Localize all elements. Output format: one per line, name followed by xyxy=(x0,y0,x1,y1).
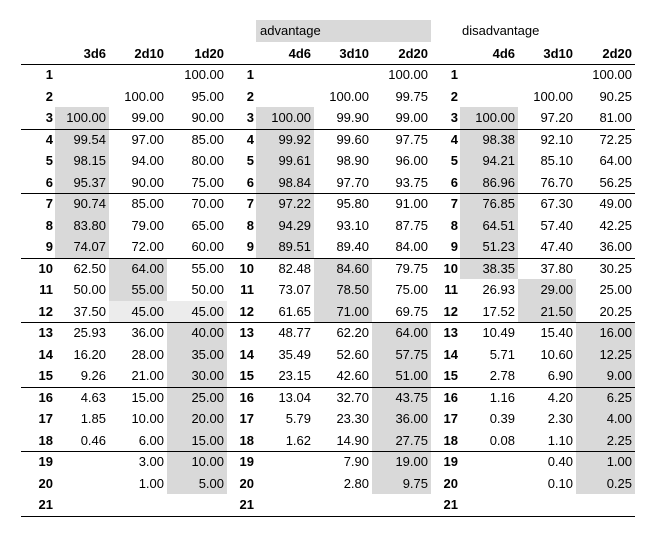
row-label: 1 xyxy=(450,67,458,82)
row-label: 2 xyxy=(246,88,254,104)
table-cell-normal: 72.00 xyxy=(131,239,164,254)
table-cell-advantage: 9.75 xyxy=(372,473,431,495)
table-cell-advantage: 48.77 xyxy=(278,325,311,340)
table-cell-advantage: 61.65 xyxy=(278,303,311,319)
column-header-advantage-0: 4d6 xyxy=(288,46,311,61)
table-cell-advantage: 87.75 xyxy=(395,217,428,233)
row-label: 7 xyxy=(246,196,254,211)
table-cell-disadvantage: 1.10 xyxy=(547,432,573,448)
table-cell-advantage: 98.84 xyxy=(256,172,314,194)
row-label: 11 xyxy=(240,282,254,297)
table-cell-normal: 36.00 xyxy=(131,325,164,340)
table-cell-disadvantage: 100.00 xyxy=(533,88,573,104)
table-cell-disadvantage xyxy=(518,494,576,516)
table-cell-advantage: 36.00 xyxy=(372,408,431,430)
table-cell-disadvantage: 9.00 xyxy=(576,365,635,387)
row-label: 19 xyxy=(38,454,53,469)
table-cell-disadvantage: 67.30 xyxy=(540,196,573,211)
table-cell-disadvantage: 64.00 xyxy=(599,153,632,168)
table-cell-disadvantage: 0.40 xyxy=(547,454,573,469)
table-cell-disadvantage: 6.25 xyxy=(576,387,635,409)
table-cell-normal: 95.00 xyxy=(191,88,224,104)
table-cell-disadvantage: 2.30 xyxy=(547,411,573,426)
row-label: 13 xyxy=(443,325,458,340)
table-cell-disadvantage: 16.00 xyxy=(576,322,635,344)
table-cell-normal: 55.00 xyxy=(109,279,167,301)
table-cell-normal: 90.00 xyxy=(131,174,164,190)
table-cell-normal: 1.85 xyxy=(80,411,106,426)
row-divider xyxy=(21,322,635,323)
row-label: 9 xyxy=(246,239,254,254)
table-cell-disadvantage: 86.96 xyxy=(460,172,518,194)
row-label: 3 xyxy=(45,110,53,125)
table-cell-advantage: 91.00 xyxy=(395,196,428,211)
row-label: 14 xyxy=(239,346,254,362)
table-cell-normal: 16.20 xyxy=(73,346,106,362)
table-cell-disadvantage: 30.25 xyxy=(599,260,632,276)
row-divider xyxy=(21,258,635,259)
table-cell-normal: 83.80 xyxy=(55,215,109,237)
row-label: 4 xyxy=(246,131,254,147)
table-cell-normal: 97.00 xyxy=(131,131,164,147)
row-label: 19 xyxy=(443,454,458,469)
table-cell-disadvantage: 6.90 xyxy=(547,368,573,383)
table-cell-disadvantage xyxy=(460,451,518,473)
table-cell-advantage: 100.00 xyxy=(256,107,314,129)
row-label: 11 xyxy=(444,282,458,297)
table-cell-advantage: 84.00 xyxy=(395,239,428,254)
row-label: 3 xyxy=(246,110,254,125)
table-cell-normal: 100.00 xyxy=(184,67,224,82)
table-cell-normal xyxy=(55,64,109,86)
table-cell-normal: 9.26 xyxy=(80,368,106,383)
table-cell-advantage: 97.75 xyxy=(395,131,428,147)
table-cell-normal: 90.00 xyxy=(191,110,224,125)
row-divider xyxy=(21,387,635,388)
table-cell-advantage: 73.07 xyxy=(278,282,311,297)
table-cell-disadvantage: 81.00 xyxy=(599,110,632,125)
table-cell-normal: 20.00 xyxy=(167,408,227,430)
table-cell-advantage: 57.75 xyxy=(372,344,431,366)
table-cell-disadvantage: 12.25 xyxy=(576,344,635,366)
table-cell-disadvantage: 56.25 xyxy=(599,174,632,190)
table-cell-advantage: 64.00 xyxy=(372,322,431,344)
row-label: 21 xyxy=(239,497,254,512)
row-label: 12 xyxy=(443,303,458,319)
table-cell-disadvantage: 21.50 xyxy=(518,301,576,323)
table-cell-disadvantage xyxy=(460,86,518,108)
table-cell-disadvantage: 49.00 xyxy=(599,196,632,211)
table-cell-advantage: 13.04 xyxy=(278,389,311,405)
table-cell-disadvantage: 76.70 xyxy=(540,174,573,190)
row-label: 17 xyxy=(38,411,53,426)
group-header-disadvantage: disadvantage xyxy=(462,23,540,38)
row-label: 8 xyxy=(450,217,458,233)
table-cell-disadvantage xyxy=(576,494,635,516)
table-cell-advantage: 82.48 xyxy=(278,260,311,276)
table-cell-normal: 50.00 xyxy=(191,282,224,297)
row-label: 3 xyxy=(450,110,458,125)
table-cell-advantage: 100.00 xyxy=(388,67,428,82)
row-label: 8 xyxy=(246,217,254,233)
table-cell-normal: 100.00 xyxy=(124,88,164,104)
table-cell-advantage: 93.75 xyxy=(395,174,428,190)
table-cell-disadvantage: 0.39 xyxy=(489,411,515,426)
table-cell-disadvantage: 5.71 xyxy=(489,346,515,362)
table-cell-disadvantage: 85.10 xyxy=(540,153,573,168)
row-label: 20 xyxy=(38,475,53,491)
table-cell-normal xyxy=(109,64,167,86)
table-cell-disadvantage: 51.23 xyxy=(460,236,518,258)
table-cell-disadvantage: 2.25 xyxy=(576,430,635,452)
table-cell-disadvantage xyxy=(460,473,518,495)
row-label: 2 xyxy=(450,88,458,104)
table-cell-normal: 15.00 xyxy=(167,430,227,452)
table-cell-normal xyxy=(55,473,109,495)
row-label: 4 xyxy=(45,131,53,147)
table-cell-advantage: 23.30 xyxy=(336,411,369,426)
table-cell-advantage: 100.00 xyxy=(329,88,369,104)
table-cell-normal: 90.74 xyxy=(55,193,109,215)
table-cell-normal: 95.37 xyxy=(55,172,109,194)
row-label: 8 xyxy=(45,217,53,233)
table-cell-disadvantage: 25.00 xyxy=(599,282,632,297)
table-cell-advantage: 35.49 xyxy=(278,346,311,362)
row-label: 1 xyxy=(246,67,254,82)
table-cell-advantage: 1.62 xyxy=(285,432,311,448)
table-cell-advantage: 75.00 xyxy=(395,282,428,297)
table-cell-normal: 60.00 xyxy=(191,239,224,254)
row-divider xyxy=(21,129,635,130)
group-header-advantage: advantage xyxy=(256,20,431,42)
row-label: 13 xyxy=(239,325,254,340)
table-cell-disadvantage: 94.21 xyxy=(460,150,518,172)
row-label: 15 xyxy=(38,368,53,383)
table-cell-advantage: 97.22 xyxy=(256,193,314,215)
row-label: 16 xyxy=(443,389,458,405)
table-cell-disadvantage: 26.93 xyxy=(482,282,515,297)
table-cell-advantage xyxy=(256,473,314,495)
table-cell-normal: 80.00 xyxy=(191,153,224,168)
row-label: 16 xyxy=(38,389,53,405)
table-cell-normal: 25.93 xyxy=(73,325,106,340)
table-cell-disadvantage: 4.00 xyxy=(576,408,635,430)
table-cell-advantage: 14.90 xyxy=(336,432,369,448)
row-label: 14 xyxy=(38,346,53,362)
table-cell-disadvantage: 76.85 xyxy=(460,193,518,215)
table-cell-advantage: 89.40 xyxy=(336,239,369,254)
table-cell-advantage: 27.75 xyxy=(372,430,431,452)
table-cell-advantage: 94.29 xyxy=(256,215,314,237)
table-cell-normal: 74.07 xyxy=(55,236,109,258)
row-label: 15 xyxy=(443,368,458,383)
table-cell-disadvantage: 98.38 xyxy=(460,129,518,151)
table-cell-advantage: 42.60 xyxy=(336,368,369,383)
table-cell-disadvantage: 47.40 xyxy=(540,239,573,254)
row-label: 4 xyxy=(450,131,458,147)
table-cell-normal: 28.00 xyxy=(131,346,164,362)
table-cell-advantage: 99.61 xyxy=(256,150,314,172)
table-cell-advantage: 51.00 xyxy=(372,365,431,387)
table-cell-normal xyxy=(55,451,109,473)
table-cell-normal: 100.00 xyxy=(55,107,109,129)
table-cell-advantage: 84.60 xyxy=(314,258,372,280)
table-cell-normal xyxy=(109,494,167,516)
row-divider xyxy=(21,451,635,452)
table-cell-normal: 6.00 xyxy=(138,432,164,448)
table-cell-advantage: 78.50 xyxy=(314,279,372,301)
row-label: 12 xyxy=(38,303,53,319)
row-label: 20 xyxy=(443,475,458,491)
table-cell-advantage: 97.70 xyxy=(336,174,369,190)
row-label: 7 xyxy=(450,196,458,211)
table-cell-advantage: 89.51 xyxy=(256,236,314,258)
row-label: 10 xyxy=(239,260,254,276)
table-cell-normal: 40.00 xyxy=(167,322,227,344)
table-cell-advantage xyxy=(256,494,314,516)
column-header-disadvantage-0: 4d6 xyxy=(492,46,515,61)
table-cell-disadvantage: 100.00 xyxy=(592,67,632,82)
table-cell-disadvantage: 17.52 xyxy=(482,303,515,319)
table-cell-normal: 5.00 xyxy=(167,473,227,495)
row-label: 21 xyxy=(38,497,53,512)
column-header-normal-1: 2d10 xyxy=(134,46,164,61)
table-cell-advantage: 99.60 xyxy=(336,131,369,147)
table-cell-advantage: 99.75 xyxy=(395,88,428,104)
table-cell-normal: 98.15 xyxy=(55,150,109,172)
table-cell-normal: 21.00 xyxy=(131,368,164,383)
table-cell-advantage xyxy=(256,64,314,86)
table-cell-advantage: 32.70 xyxy=(336,389,369,405)
row-label: 21 xyxy=(443,497,458,512)
table-cell-advantage: 62.20 xyxy=(336,325,369,340)
column-header-normal-2: 1d20 xyxy=(194,46,224,61)
table-cell-disadvantage: 37.80 xyxy=(540,260,573,276)
table-cell-advantage: 95.80 xyxy=(336,196,369,211)
table-cell-normal xyxy=(55,494,109,516)
table-cell-disadvantage: 38.35 xyxy=(460,258,518,280)
row-label: 12 xyxy=(239,303,254,319)
table-cell-normal: 45.00 xyxy=(167,301,227,323)
table-cell-disadvantage: 0.10 xyxy=(547,475,573,491)
column-header-disadvantage-2: 2d20 xyxy=(602,46,632,61)
table-cell-disadvantage: 64.51 xyxy=(460,215,518,237)
row-label: 5 xyxy=(45,153,53,168)
table-cell-advantage xyxy=(256,451,314,473)
table-cell-advantage: 43.75 xyxy=(372,387,431,409)
row-divider xyxy=(21,516,635,517)
table-cell-normal: 65.00 xyxy=(191,217,224,233)
table-cell-disadvantage: 57.40 xyxy=(540,217,573,233)
table-cell-disadvantage xyxy=(518,64,576,86)
table-cell-disadvantage xyxy=(460,494,518,516)
table-cell-normal: 37.50 xyxy=(73,303,106,319)
table-cell-normal xyxy=(167,494,227,516)
table-cell-disadvantage: 72.25 xyxy=(599,131,632,147)
table-cell-disadvantage: 90.25 xyxy=(599,88,632,104)
table-cell-advantage: 5.79 xyxy=(285,411,311,426)
table-cell-normal: 15.00 xyxy=(131,389,164,405)
table-cell-normal: 55.00 xyxy=(191,260,224,276)
table-cell-advantage: 52.60 xyxy=(336,346,369,362)
table-cell-advantage: 7.90 xyxy=(343,454,369,469)
table-cell-disadvantage: 10.49 xyxy=(482,325,515,340)
table-cell-normal: 3.00 xyxy=(138,454,164,469)
row-label: 19 xyxy=(239,454,254,469)
row-label: 2 xyxy=(45,88,53,104)
column-header-advantage-2: 2d20 xyxy=(398,46,428,61)
table-cell-disadvantage: 42.25 xyxy=(599,217,632,233)
table-cell-advantage: 93.10 xyxy=(336,217,369,233)
table-cell-advantage: 99.92 xyxy=(256,129,314,151)
row-label: 13 xyxy=(38,325,53,340)
table-cell-normal: 79.00 xyxy=(131,217,164,233)
row-label: 1 xyxy=(45,67,53,82)
row-label: 18 xyxy=(239,432,254,448)
table-cell-advantage: 99.00 xyxy=(395,110,428,125)
table-cell-disadvantage: 1.16 xyxy=(489,389,515,405)
table-cell-normal: 10.00 xyxy=(131,411,164,426)
column-header-advantage-1: 3d10 xyxy=(339,46,369,61)
table-cell-advantage: 23.15 xyxy=(278,368,311,383)
table-cell-disadvantage: 4.20 xyxy=(547,389,573,405)
row-label: 20 xyxy=(239,475,254,491)
row-divider xyxy=(21,64,635,65)
table-cell-advantage: 69.75 xyxy=(395,303,428,319)
table-cell-normal: 85.00 xyxy=(131,196,164,211)
row-label: 16 xyxy=(239,389,254,405)
table-cell-disadvantage: 100.00 xyxy=(460,107,518,129)
row-label: 9 xyxy=(450,239,458,254)
table-cell-disadvantage: 1.00 xyxy=(576,451,635,473)
row-label: 17 xyxy=(239,411,254,426)
row-label: 6 xyxy=(450,174,458,190)
table-cell-normal: 25.00 xyxy=(167,387,227,409)
table-cell-advantage: 98.90 xyxy=(336,153,369,168)
row-label: 6 xyxy=(45,174,53,190)
row-label: 10 xyxy=(443,260,458,276)
row-label: 9 xyxy=(45,239,53,254)
table-cell-advantage xyxy=(372,494,431,516)
table-cell-disadvantage: 0.08 xyxy=(489,432,515,448)
table-cell-disadvantage: 92.10 xyxy=(540,131,573,147)
table-cell-normal: 45.00 xyxy=(109,301,167,323)
table-cell-normal: 50.00 xyxy=(73,282,106,297)
table-cell-normal: 99.00 xyxy=(131,110,164,125)
table-cell-normal: 0.46 xyxy=(80,432,106,448)
table-cell-disadvantage: 2.78 xyxy=(489,368,515,383)
table-cell-normal: 75.00 xyxy=(191,174,224,190)
table-cell-normal: 64.00 xyxy=(109,258,167,280)
table-cell-disadvantage: 0.25 xyxy=(576,473,635,495)
table-cell-normal: 10.00 xyxy=(167,451,227,473)
table-cell-normal: 99.54 xyxy=(55,129,109,151)
row-divider xyxy=(21,193,635,194)
row-label: 7 xyxy=(45,196,53,211)
table-cell-normal: 85.00 xyxy=(191,131,224,147)
table-cell-normal xyxy=(55,86,109,108)
table-cell-advantage: 2.80 xyxy=(343,475,369,491)
table-cell-disadvantage xyxy=(460,64,518,86)
table-cell-normal: 70.00 xyxy=(191,196,224,211)
table-cell-advantage: 19.00 xyxy=(372,451,431,473)
table-cell-disadvantage: 29.00 xyxy=(518,279,576,301)
row-label: 14 xyxy=(443,346,458,362)
column-header-disadvantage-1: 3d10 xyxy=(543,46,573,61)
table-cell-advantage: 71.00 xyxy=(314,301,372,323)
table-cell-disadvantage: 15.40 xyxy=(540,325,573,340)
column-header-normal-0: 3d6 xyxy=(83,46,106,61)
table-cell-disadvantage: 97.20 xyxy=(540,110,573,125)
row-label: 5 xyxy=(246,153,254,168)
table-cell-advantage: 79.75 xyxy=(395,260,428,276)
row-label: 10 xyxy=(38,260,53,276)
table-cell-normal: 1.00 xyxy=(138,475,164,491)
table-cell-normal: 94.00 xyxy=(131,153,164,168)
table-cell-disadvantage: 10.60 xyxy=(540,346,573,362)
table-cell-normal: 62.50 xyxy=(73,260,106,276)
row-label: 5 xyxy=(450,153,458,168)
row-label: 17 xyxy=(443,411,458,426)
table-cell-advantage xyxy=(314,64,372,86)
table-cell-normal: 30.00 xyxy=(167,365,227,387)
table-cell-advantage xyxy=(256,86,314,108)
table-cell-advantage: 96.00 xyxy=(395,153,428,168)
table-cell-disadvantage: 20.25 xyxy=(599,303,632,319)
row-label: 6 xyxy=(246,174,254,190)
row-label: 18 xyxy=(38,432,53,448)
table-cell-normal: 4.63 xyxy=(80,389,106,405)
table-cell-disadvantage: 36.00 xyxy=(599,239,632,254)
table-cell-normal: 35.00 xyxy=(167,344,227,366)
row-label: 15 xyxy=(239,368,254,383)
row-label: 11 xyxy=(39,282,53,297)
table-cell-advantage xyxy=(314,494,372,516)
row-label: 18 xyxy=(443,432,458,448)
table-cell-advantage: 99.90 xyxy=(336,110,369,125)
